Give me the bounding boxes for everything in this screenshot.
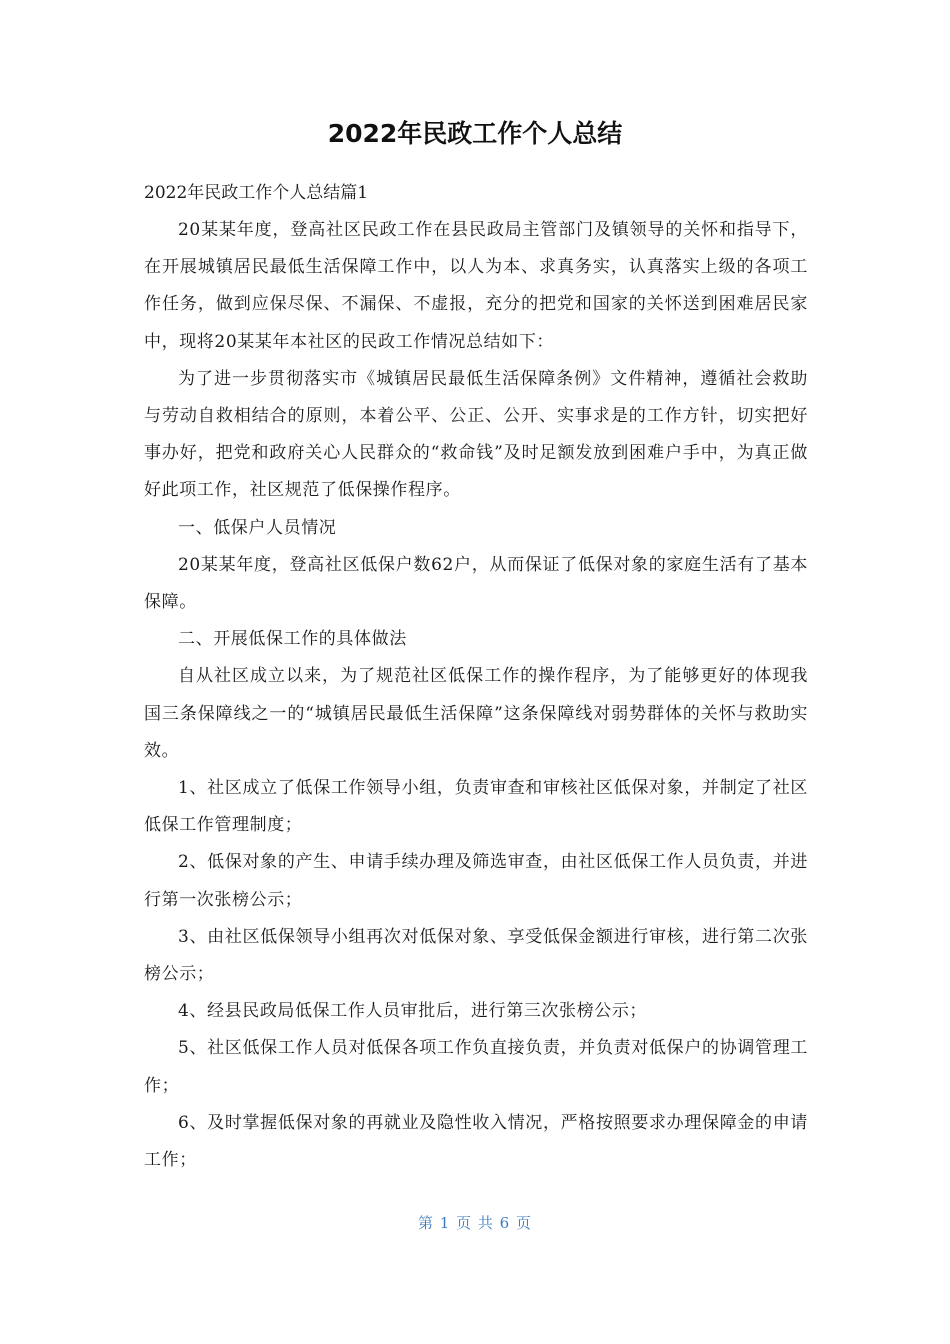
paragraph-practice: 自从社区成立以来，为了规范社区低保工作的操作程序，为了能够更好的体现我国三条保障线之一的“城镇居民最低生活保障”这条保障线对弱势群体的关怀与救助实效。 (144, 666, 808, 761)
list-item-4: 4、经县民政局低保工作人员审批后，进行第三次张榜公示； (178, 1001, 648, 1022)
section-heading-1: 一、低保户人员情况 (178, 517, 337, 538)
document-body (144, 176, 808, 1179)
list-item-1: 1、社区成立了低保工作领导小组，负责审查和审核社区低保对象，并制定了社区低保工作管理制度； (144, 778, 808, 836)
list-item-5: 5、社区低保工作人员对低保各项工作负直接负责，并负责对低保户的协调管理工作； (144, 1038, 808, 1096)
section-heading: 2022年民政工作个人总结篇1 (144, 183, 369, 203)
page-number-footer: 第 1 页 共 6 页 (418, 1214, 532, 1232)
paragraph-households: 20某某年度，登高社区低保户数62户，从而保证了低保对象的家庭生活有了基本保障。 (144, 554, 808, 613)
paragraph-principle: 为了进一步贯彻落实市《城镇居民最低生活保障条例》文件精神，遵循社会救助与劳动自救相结合的原则，本着公平、公正、公开、实事求是的工作方针，切实把好事办好，把党和政府关心人民群众的“救命钱”及时足额发放到困难户手中，为真正做好此项工作，社区规范了低保操作程序。 (144, 368, 808, 501)
list-item-6: 6、及时掌握低保对象的再就业及隐性收入情况，严格按照要求办理保障金的申请工作； (144, 1112, 808, 1171)
document-title: 2022年民政工作个人总结 (327, 119, 623, 148)
list-item-2: 2、低保对象的产生、申请手续办理及筛选审查，由社区低保工作人员负责，并进行第一次张榜公示； (144, 852, 808, 910)
list-item-3: 3、由社区低保领导小组再次对低保对象、享受低保金额进行审核，进行第二次张榜公示； (144, 926, 808, 985)
section-heading-2: 二、开展低保工作的具体做法 (178, 629, 407, 650)
paragraph-intro: 20某某年度，登高社区民政工作在县民政局主管部门及镇领导的关怀和指导下，在开展城镇居民最低生活保障工作中，以人为本、求真务实，认真落实上级的各项工作任务，做到应保尽保、不漏保、不虚报，充分的把党和国家的关怀送到困难居民家中，现将20某某年本社区的民政工作情况总结如下： (144, 220, 808, 352)
